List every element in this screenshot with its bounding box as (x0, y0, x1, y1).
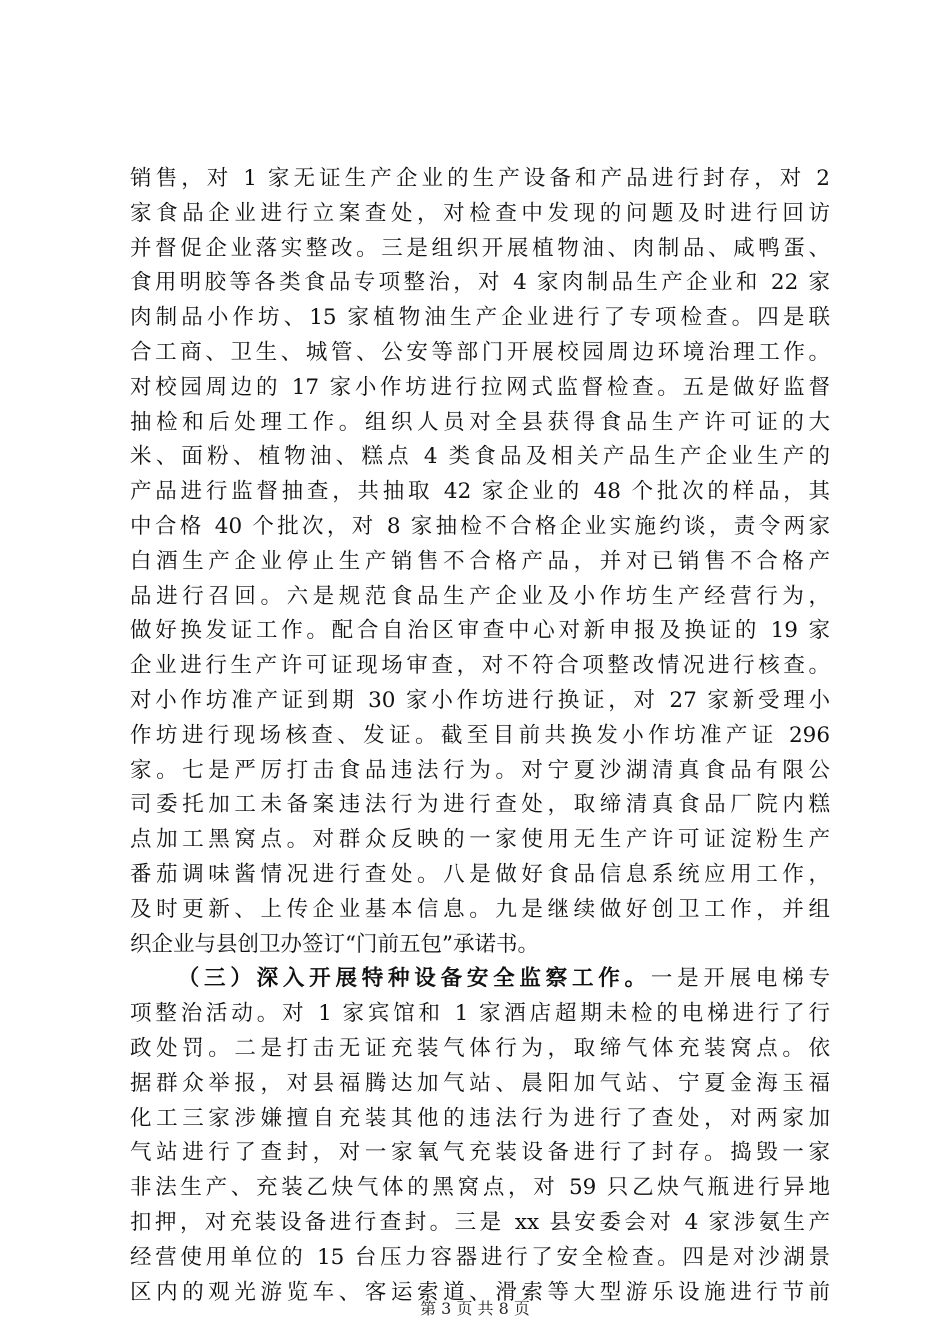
section3-line: 气站进行了查封，对一家氧气充装设备进行了封存。捣毁一家 (130, 1140, 830, 1166)
section-3-first-line-text: 一是开展电梯专 (650, 966, 830, 992)
body-line: 及时更新、上传企业基本信息。九是继续做好创卫工作，并组 (130, 896, 830, 922)
body-line: 做好换发证工作。配合自治区审查中心对新申报及换证的 19 家 (130, 618, 830, 644)
body-line: 合工商、卫生、城管、公安等部门开展校园周边环境治理工作。 (130, 339, 830, 365)
body-line: 织企业与县创卫办签订“门前五包”承诺书。 (130, 931, 539, 957)
section3-line: 据群众举报，对县福腾达加气站、晨阳加气站、宁夏金海玉福 (130, 1070, 830, 1096)
section3-line: 区内的观光游览车、客运索道、滑索等大型游乐设施进行节前 (130, 1279, 830, 1305)
body-line: 点加工黑窝点。对群众反映的一家使用无生产许可证淀粉生产 (130, 827, 830, 853)
section-3-heading: （三）深入开展特种设备安全监察工作。 (173, 966, 651, 992)
body-line: 中合格 40 个批次，对 8 家抽检不合格企业实施约谈，责令两家 (130, 513, 830, 539)
body-line: 番茄调味酱情况进行查处。八是做好食品信息系统应用工作， (130, 861, 830, 887)
paragraph-special-equipment (130, 997, 830, 1310)
body-line: 米、面粉、植物油、糕点 4 类食品及相关产品生产企业生产的 (130, 444, 830, 470)
body-line: 食用明胶等各类食品专项整治，对 4 家肉制品生产企业和 22 家 (130, 270, 830, 296)
body-line: 作坊进行现场核查、发证。截至目前共换发小作坊准产证 296 (130, 722, 830, 748)
body-line: 产品进行监督抽查，共抽取 42 家企业的 48 个批次的样品，其 (130, 479, 830, 505)
section3-line: 政处罚。二是打击无证充装气体行为，取缔气体充装窝点。依 (130, 1035, 830, 1061)
page-footer (0, 1296, 950, 1319)
body-line: 家食品企业进行立案查处，对检查中发现的问题及时进行回访 (130, 200, 830, 226)
body-line: 对校园周边的 17 家小作坊进行拉网式监督检查。五是做好监督 (130, 374, 830, 400)
body-line: 企业进行生产许可证现场审查，对不符合项整改情况进行核查。 (130, 653, 830, 679)
section3-line: 非法生产、充装乙炔气体的黑窝点，对 59 只乙炔气瓶进行异地 (130, 1175, 830, 1201)
body-line: 白酒生产企业停止生产销售不合格产品，并对已销售不合格产 (130, 548, 830, 574)
section3-line: 经营使用单位的 15 台压力容器进行了安全检查。四是对沙湖景 (130, 1244, 830, 1270)
body-line: 并督促企业落实整改。三是组织开展植物油、肉制品、咸鸭蛋、 (130, 235, 830, 261)
page-number: 第 3 页 共 8 页 (420, 1299, 530, 1318)
section-3-first-line (130, 962, 830, 997)
body-line: 抽检和后处理工作。组织人员对全县获得食品生产许可证的大 (130, 409, 830, 435)
body-line: 肉制品小作坊、15 家植物油生产企业进行了专项检查。四是联 (130, 305, 830, 331)
body-line: 家。七是严厉打击食品违法行为。对宁夏沙湖清真食品有限公 (130, 757, 830, 783)
document-body (130, 162, 830, 1310)
body-line: 司委托加工未备案违法行为进行查处，取缔清真食品厂院内糕 (130, 792, 830, 818)
body-line: 对小作坊准产证到期 30 家小作坊进行换证，对 27 家新受理小 (130, 687, 830, 713)
body-line: 品进行召回。六是规范食品生产企业及小作坊生产经营行为， (130, 583, 830, 609)
section3-line: 项整治活动。对 1 家宾馆和 1 家酒店超期未检的电梯进行了行 (130, 1001, 830, 1027)
section3-line: 扣押，对充装设备进行查封。三是 xx 县安委会对 4 家涉氨生产 (130, 1209, 830, 1235)
section3-line: 化工三家涉嫌擅自充装其他的违法行为进行了查处，对两家加 (130, 1105, 830, 1131)
paragraph-food-safety (130, 162, 830, 962)
body-line: 销售，对 1 家无证生产企业的生产设备和产品进行封存，对 2 (130, 166, 830, 191)
